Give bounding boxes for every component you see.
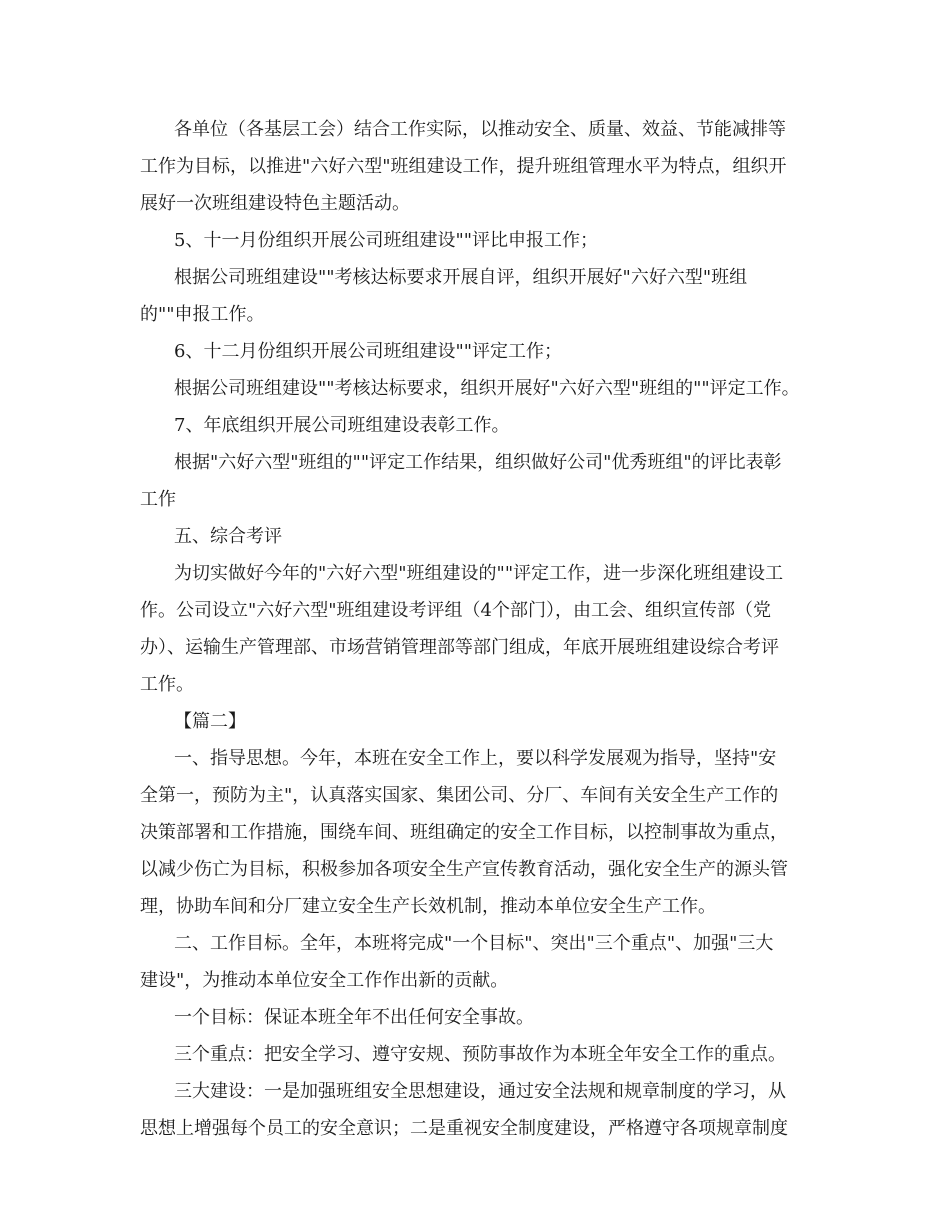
paragraph-line: 作。公司设立"六好六型"班组建设考评组（4个部门），由工会、组织宣传部（党 [140,600,772,621]
paragraph-line: 工作 [140,489,176,510]
paragraph-line: 一、指导思想。今年，本班在安全工作上，要以科学发展观为指导，坚持"安 [174,748,777,769]
paragraph-line: 建设"，为推动本单位安全工作作出新的贡献。 [140,970,509,991]
paragraph-line: 三个重点：把安全学习、遵守安规、预防事故作为本班全年安全工作的重点。 [174,1044,786,1065]
section-heading: 【篇二】 [174,711,246,732]
paragraph-line: 根据公司班组建设""考核达标要求开展自评，组织开展好"六好六型"班组 [174,267,748,288]
paragraph-line: 理，协助车间和分厂建立安全生产长效机制，推动本单位安全生产工作。 [140,896,716,917]
paragraph-line: 三大建设：一是加强班组安全思想建设，通过安全法规和规章制度的学习，从 [174,1081,786,1102]
list-item-line: 6、十二月份组织开展公司班组建设""评定工作； [174,341,563,362]
paragraph-line: 根据公司班组建设""考核达标要求，组织开展好"六好六型"班组的""评定工作。 [174,378,800,399]
paragraph-line: 为切实做好今年的"六好六型"班组建设的""评定工作，进一步深化班组建设工 [174,563,784,584]
paragraph-line: 一个目标：保证本班全年不出任何安全事故。 [174,1007,534,1028]
paragraph-line: 各单位（各基层工会）结合工作实际，以推动安全、质量、效益、节能减排等 [174,119,786,140]
paragraph-line: 根据"六好六型"班组的""评定工作结果，组织做好公司"优秀班组"的评比表彰 [174,452,782,473]
paragraph-line: 二、工作目标。全年，本班将完成"一个目标"、突出"三个重点"、加强"三大 [174,933,774,954]
list-item-line: 7、年底组织开展公司班组建设表彰工作。 [174,415,510,436]
paragraph-line: 工作。 [140,674,194,695]
list-item-line: 5、十一月份组织开展公司班组建设""评比申报工作； [174,230,599,251]
paragraph-line: 思想上增强每个员工的安全意识；二是重视安全制度建设，严格遵守各项规章制度 [140,1118,788,1139]
paragraph-line: 展好一次班组建设特色主题活动。 [140,193,410,214]
paragraph-line: 以减少伤亡为目标，积极参加各项安全生产宣传教育活动，强化安全生产的源头管 [140,859,788,880]
paragraph-line: 工作为目标，以推进"六好六型"班组建设工作，提升班组管理水平为特点，组织开 [140,156,787,177]
paragraph-line: 决策部署和工作措施，围绕车间、班组确定的安全工作目标，以控制事故为重点， [140,822,788,843]
paragraph-line: 全第一，预防为主"，认真落实国家、集团公司、分厂、车间有关安全生产工作的 [140,785,779,806]
section-heading: 五、综合考评 [174,526,282,547]
paragraph-line: 的""申报工作。 [140,304,265,325]
paragraph-line: 办）、运输生产管理部、市场营销管理部等部门组成，年底开展班组建设综合考评 [140,637,779,658]
